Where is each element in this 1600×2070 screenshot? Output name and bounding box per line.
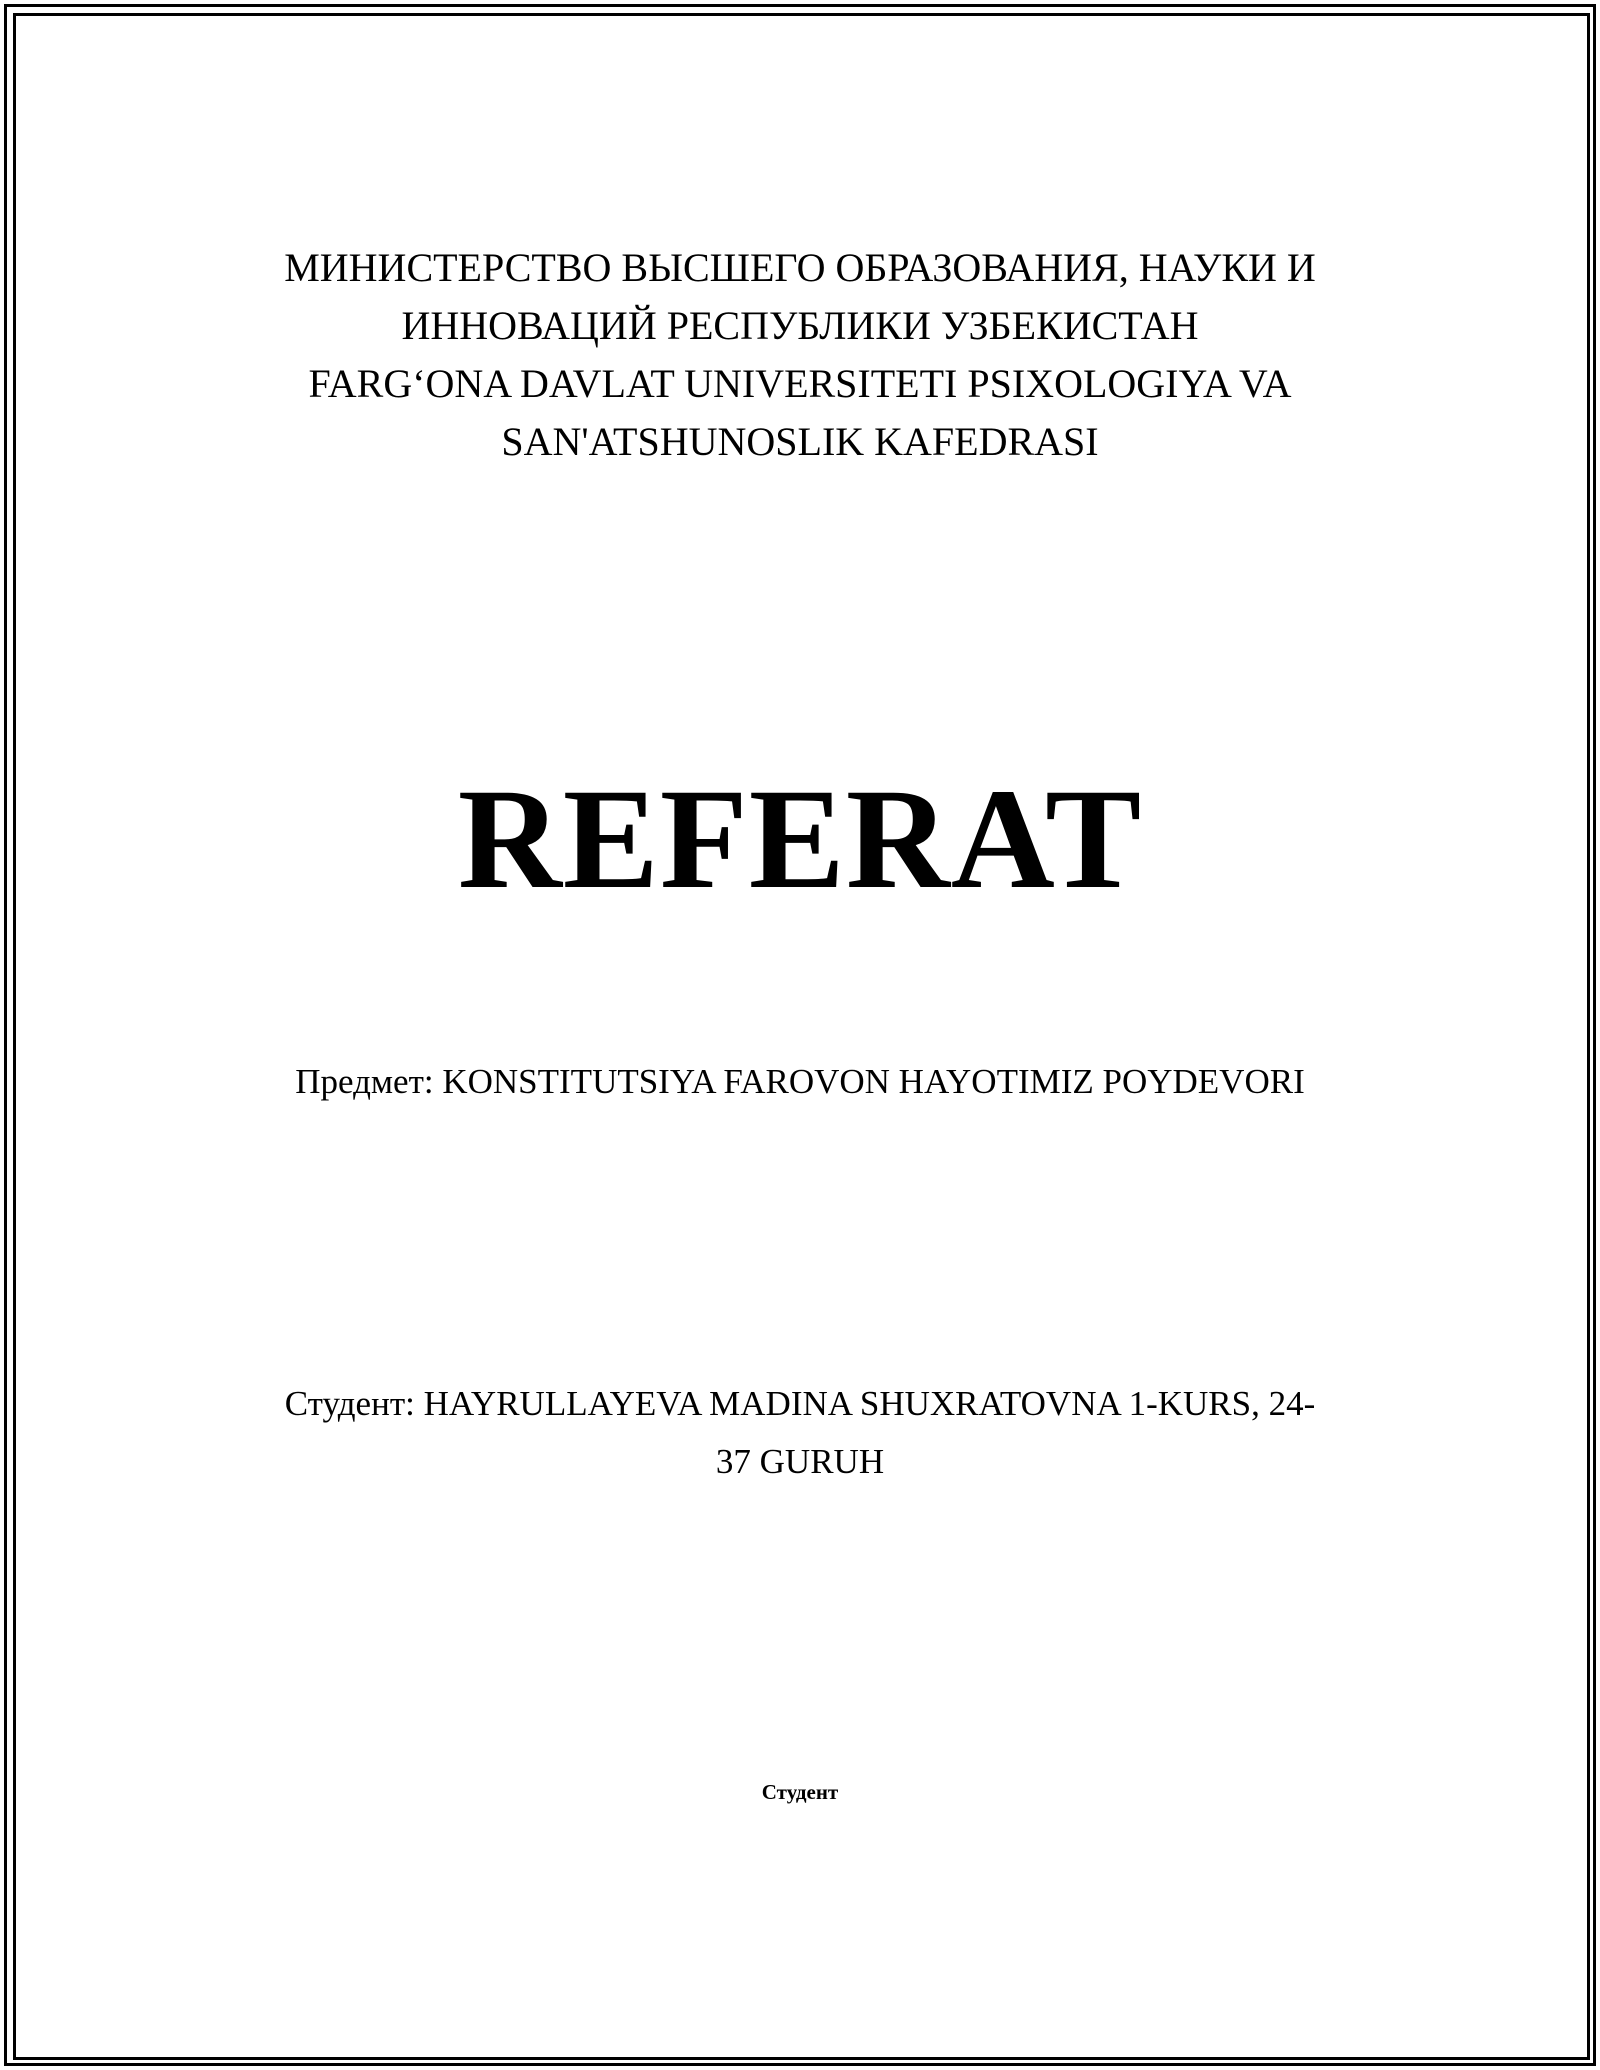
header-line: SAN'ATSHUNOSLIK KAFEDRASI [501, 419, 1099, 464]
subject-line: Предмет: KONSTITUTSIYA FAROVON HAYOTIMIZ POYDEVORI [295, 1062, 1305, 1101]
footer-student-label: Студент [761, 1780, 839, 1804]
header-line: FARG‘ONA DAVLAT UNIVERSITETI PSIXOLOGIYA VA [308, 361, 1292, 406]
student-info [0, 1375, 1600, 1491]
header-line: МИНИСТЕРСТВО ВЫСШЕГО ОБРАЗОВАНИЯ, НАУКИ И [284, 245, 1316, 290]
document-title: REFERAT [457, 760, 1143, 919]
student-line: Студент: HAYRULLAYEVA MADINA SHUXRATOVNA 1-KURS, 24- [284, 1384, 1316, 1423]
header-line: ИННОВАЦИЙ РЕСПУБЛИКИ УЗБЕКИСТАН [401, 303, 1199, 348]
student-line: 37 GURUH [715, 1442, 885, 1481]
institution-header [0, 239, 1600, 471]
